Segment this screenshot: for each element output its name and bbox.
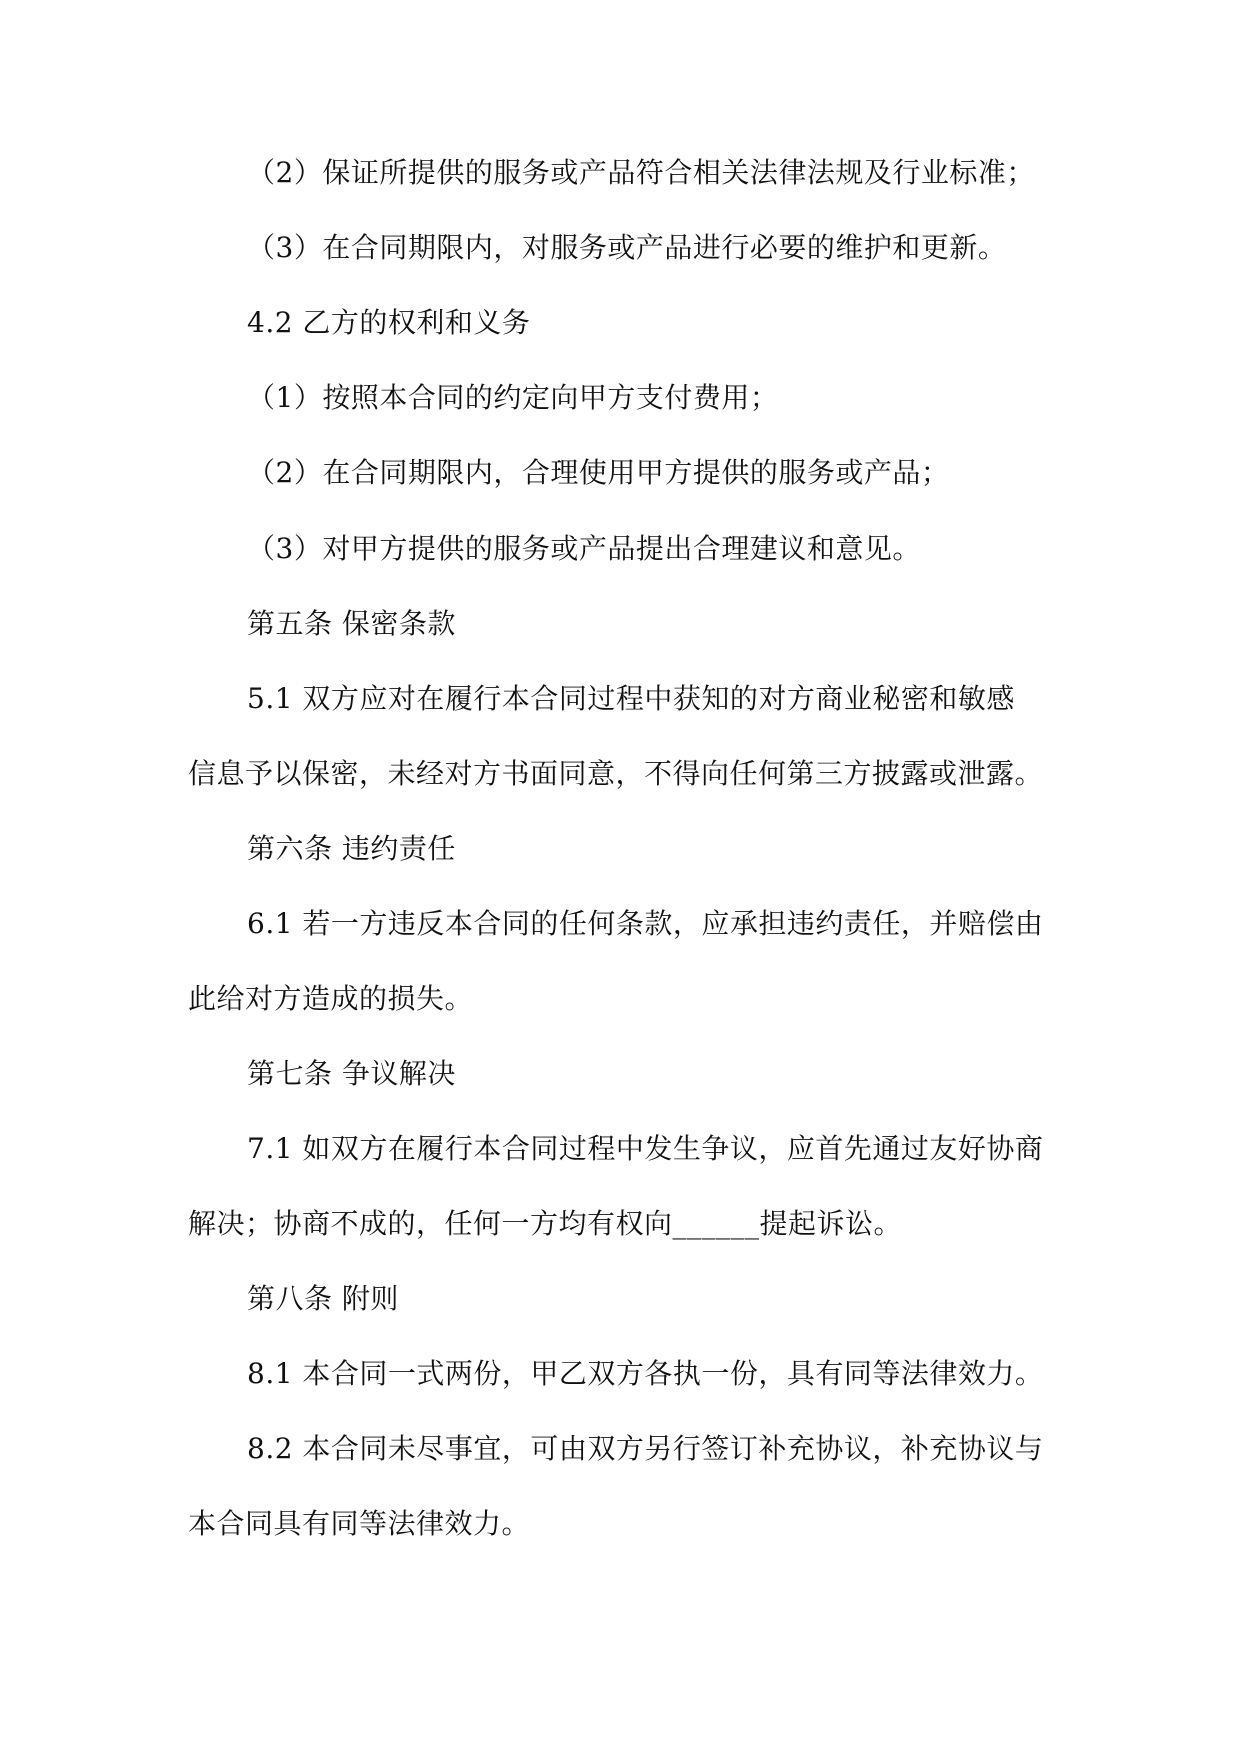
article-8-heading: 第八条 附则 <box>247 1282 399 1315</box>
clause-4-2-heading: 4.2 乙方的权利和义务 <box>247 306 531 339</box>
clause-8-1: 8.1 本合同一式两份，甲乙双方各执一份，具有同等法律效力。 <box>247 1357 1044 1390</box>
clause-6-1-line-2: 此给对方造成的损失。 <box>188 982 474 1015</box>
clause-4-2-item-2: （2）在合同期限内，合理使用甲方提供的服务或产品； <box>247 456 950 489</box>
clause-7-1-line-2: 解决；协商不成的，任何一方均有权向______提起诉讼。 <box>188 1207 903 1240</box>
article-5-heading: 第五条 保密条款 <box>247 607 456 640</box>
clause-4-1-item-2: （2）保证所提供的服务或产品符合相关法律法规及行业标准； <box>247 156 1035 189</box>
clause-8-2-line-2: 本合同具有同等法律效力。 <box>188 1507 531 1540</box>
clause-7-1-line-1: 7.1 如双方在履行本合同过程中发生争议，应首先通过友好协商 <box>247 1132 1044 1165</box>
article-6-heading: 第六条 违约责任 <box>247 832 456 865</box>
clause-5-1-line-1: 5.1 双方应对在履行本合同过程中获知的对方商业秘密和敏感 <box>247 682 1015 715</box>
clause-4-2-item-3: （3）对甲方提供的服务或产品提出合理建议和意见。 <box>247 532 921 565</box>
clause-4-2-item-1: （1）按照本合同的约定向甲方支付费用； <box>247 381 779 414</box>
clause-6-1-line-1: 6.1 若一方违反本合同的任何条款，应承担违约责任，并赔偿由 <box>247 907 1044 940</box>
clause-5-1-line-2: 信息予以保密，未经对方书面同意，不得向任何第三方披露或泄露。 <box>188 757 1044 790</box>
article-7-heading: 第七条 争议解决 <box>247 1057 456 1090</box>
clause-8-2-line-1: 8.2 本合同未尽事宜，可由双方另行签订补充协议，补充协议与 <box>247 1432 1044 1465</box>
clause-4-1-item-3: （3）在合同期限内，对服务或产品进行必要的维护和更新。 <box>247 231 1007 264</box>
